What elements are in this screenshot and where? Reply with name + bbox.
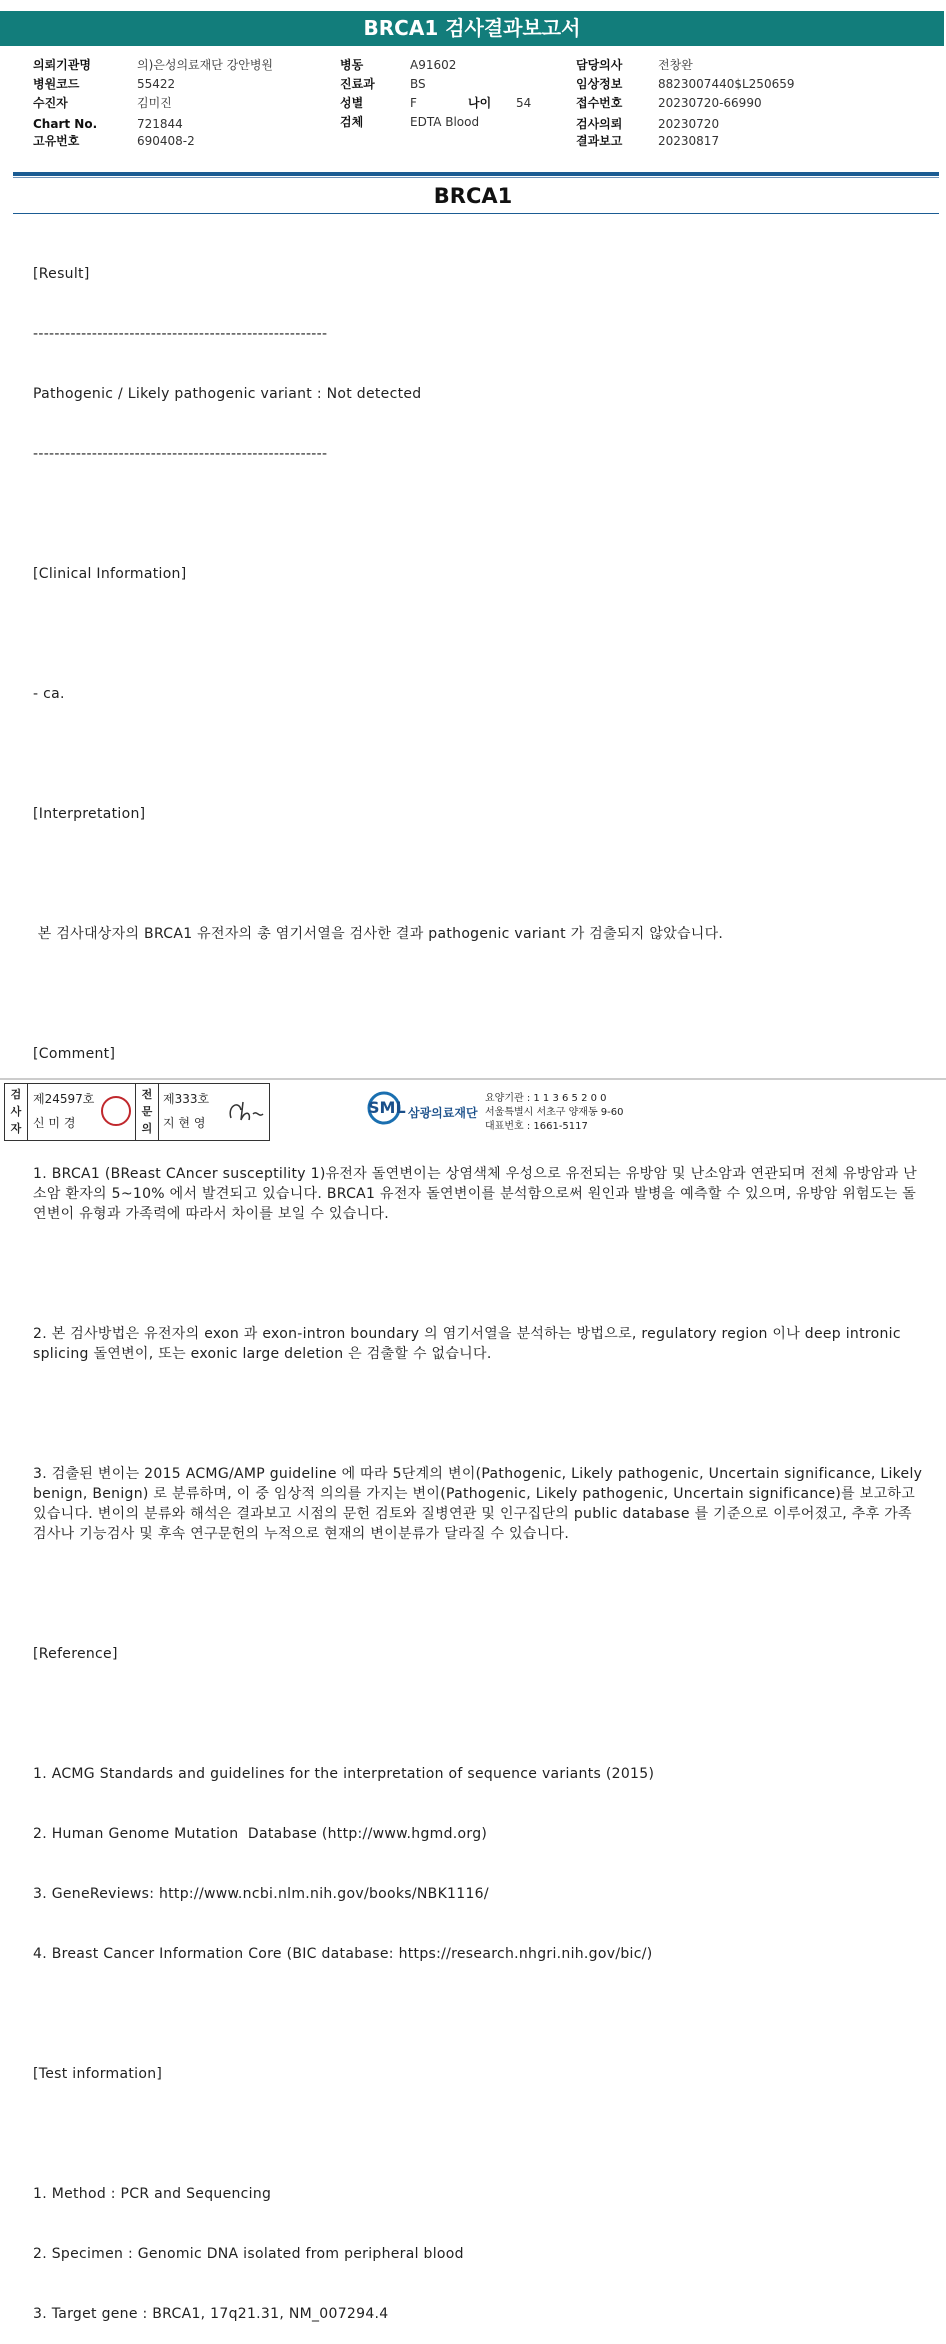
header-field: [340, 94, 417, 113]
reference-heading: [Reference]: [33, 1646, 118, 1662]
age-value: 54: [516, 96, 532, 110]
examiner-license: 제24597호: [33, 1092, 95, 1106]
age-label: 나이: [468, 96, 492, 110]
header-field-label: 임상정보: [576, 77, 623, 91]
specialist-license: 제333호: [163, 1092, 210, 1106]
header-field: [340, 56, 456, 75]
header-field-label: 병원코드: [33, 77, 80, 91]
report-title: BRCA1: [433, 184, 513, 208]
header-field-value: 김미진: [137, 96, 172, 110]
clinical-text: - ca.: [33, 686, 65, 702]
header-field: [33, 75, 175, 94]
header-field: [33, 56, 273, 75]
header-field-value: A91602: [410, 58, 457, 72]
header-field-value: 721844: [137, 117, 183, 131]
header-field-label: 담당의사: [576, 58, 623, 72]
divider-thin: [13, 213, 939, 214]
report-title-bar: BRCA1 검사결과보고서: [0, 11, 944, 46]
header-field-value: 의)은성의료재단 강안병원: [137, 58, 274, 72]
header-field-label: 병동: [340, 58, 364, 72]
logo-text: SML: [368, 1098, 406, 1117]
header-field-value: 전창완: [658, 58, 693, 72]
header-field-label: 의뢰기관명: [33, 58, 91, 72]
header-field: [576, 94, 762, 113]
signer-label-cell: [135, 1084, 159, 1140]
specialist-name: 지 현 영: [163, 1116, 206, 1130]
header-field-label: 진료과: [340, 77, 375, 91]
header-field-label: 검체: [340, 115, 364, 129]
header-field-value: 20230817: [658, 134, 720, 148]
header-field-value: F: [410, 96, 417, 110]
signer-label-cell: [5, 1084, 28, 1140]
examiner-seal-icon: [101, 1096, 131, 1126]
interpretation-text: 본 검사대상자의 BRCA1 유전자의 총 염기서열을 검사한 결과 pathogenic variant 가 검출되지 않았습니다.: [33, 926, 724, 942]
org-phone: 대표번호 : 1661-5117: [485, 1121, 588, 1132]
header-field-value: 20230720: [658, 117, 720, 131]
header-field: [33, 132, 195, 151]
header-field-label: 고유번호: [33, 134, 80, 148]
dash-line: -------------------------------------------------------: [33, 446, 328, 462]
header-field-age: [468, 94, 531, 113]
reference-item: 2. Human Genome Mutation Database (http://www.hgmd.org): [33, 1826, 488, 1842]
comment-2: 2. 본 검사방법은 유전자의 exon 과 exon-intron boundary 의 염기서열을 분석하는 방법으로, regulatory region 이나 deep intronic splicing 돌연변이, 또는 exonic large deletion 은 검출할 수 없습니다.: [33, 1326, 906, 1362]
header-field-label: 접수번호: [576, 96, 623, 110]
sml-logo: [366, 1090, 496, 1130]
header-field-value: 8823007440$L250659: [658, 77, 795, 91]
interpretation-heading: [Interpretation]: [33, 806, 146, 822]
comment-heading: [Comment]: [33, 1046, 116, 1062]
test-info-item: 3. Target gene : BRCA1, 17q21.31, NM_007294.4: [33, 2306, 389, 2322]
divider-thick: [13, 172, 939, 176]
org-code: 요양기관 : 1 1 3 6 5 2 0 0: [485, 1093, 607, 1104]
header-field: [576, 75, 794, 94]
test-info-item: 1. Method : PCR and Sequencing: [33, 2186, 272, 2202]
org-address: 서울특별시 서초구 양재동 9-60: [485, 1107, 624, 1118]
test-info-heading: [Test information]: [33, 2066, 163, 2082]
reference-item: 4. Breast Cancer Information Core (BIC database: https://research.nhgri.nih.gov/bic/): [33, 1946, 653, 1962]
result-heading: [Result]: [33, 266, 90, 282]
clinical-heading: [Clinical Information]: [33, 566, 187, 582]
divider-thin: [13, 177, 939, 178]
header-field: [576, 132, 719, 151]
header-field-label: 검사의뢰: [576, 117, 623, 131]
header-field-value: EDTA Blood: [410, 115, 480, 129]
report-body: [33, 224, 928, 2344]
header-field-value: 690408-2: [137, 134, 195, 148]
header-field: [576, 56, 693, 75]
signature-icon: [225, 1096, 265, 1126]
header-field-label: 수진자: [33, 96, 68, 110]
examiner-name: 신 미 경: [33, 1116, 76, 1130]
header-field-label: Chart No.: [33, 117, 98, 131]
specialist-label: 전문의: [141, 1088, 153, 1135]
header-field-label: 성별: [340, 96, 364, 110]
result-text: Pathogenic / Likely pathogenic variant : Not detected: [33, 386, 422, 402]
header-field-value: 55422: [137, 77, 176, 91]
org-contact: [485, 1092, 624, 1134]
header-field-value: 20230720-66990: [658, 96, 762, 110]
header-field: [340, 113, 479, 132]
header-field-value: BS: [410, 77, 426, 91]
comment-1: 1. BRCA1 (BReast CAncer susceptility 1)유전자 돌연변이는 상염색체 우성으로 유전되는 유방암 및 난소암과 연관되며 전체 유방암과 난소암 환자의 5~10% 에서 발견되고 있습니다. BRCA1 유전자 돌연변이를 분석함으로써 원인과 발병을 예측할 수 있으며, 유방암 위험도는 돌연변이 유형과 가족력에 따라서 차이를 보일 수 있습니다.: [33, 1166, 917, 1222]
header-field-label: 결과보고: [576, 134, 623, 148]
header-field: [33, 94, 172, 113]
header-field: [340, 75, 426, 94]
dash-line: -------------------------------------------------------: [33, 326, 328, 342]
test-info-item: 2. Specimen : Genomic DNA isolated from peripheral blood: [33, 2246, 464, 2262]
examiner-label: 검사자: [10, 1088, 22, 1135]
footer-divider: [0, 1078, 946, 1080]
reference-item: 3. GeneReviews: http://www.ncbi.nlm.nih.gov/books/NBK1116/: [33, 1886, 489, 1902]
signature-box: [4, 1083, 270, 1141]
org-name: 삼광의료재단: [408, 1106, 478, 1120]
reference-item: 1. ACMG Standards and guidelines for the interpretation of sequence variants (2015): [33, 1766, 655, 1782]
comment-3: 3. 검출된 변이는 2015 ACMG/AMP guideline 에 따라 5단계의 변이(Pathogenic, Likely pathogenic, Uncertain significance, Likely benign, Benign) 로 분류하며, 이 중 임상적 의의를 가지는 변이(Pathogenic, Likely pathogenic, Uncertain significance)를 보고하고 있습니다. 변이의 분류와 해석은 결과보고 시점의 문헌 검토와 질병연관 및 인구집단의 public database 를 기준으로 이루어졌고, 추후 가족검사나 기능검사 및 후속 연구문헌의 누적으로 현재의 변이분류가 달라질 수 있습니다.: [33, 1466, 928, 1542]
